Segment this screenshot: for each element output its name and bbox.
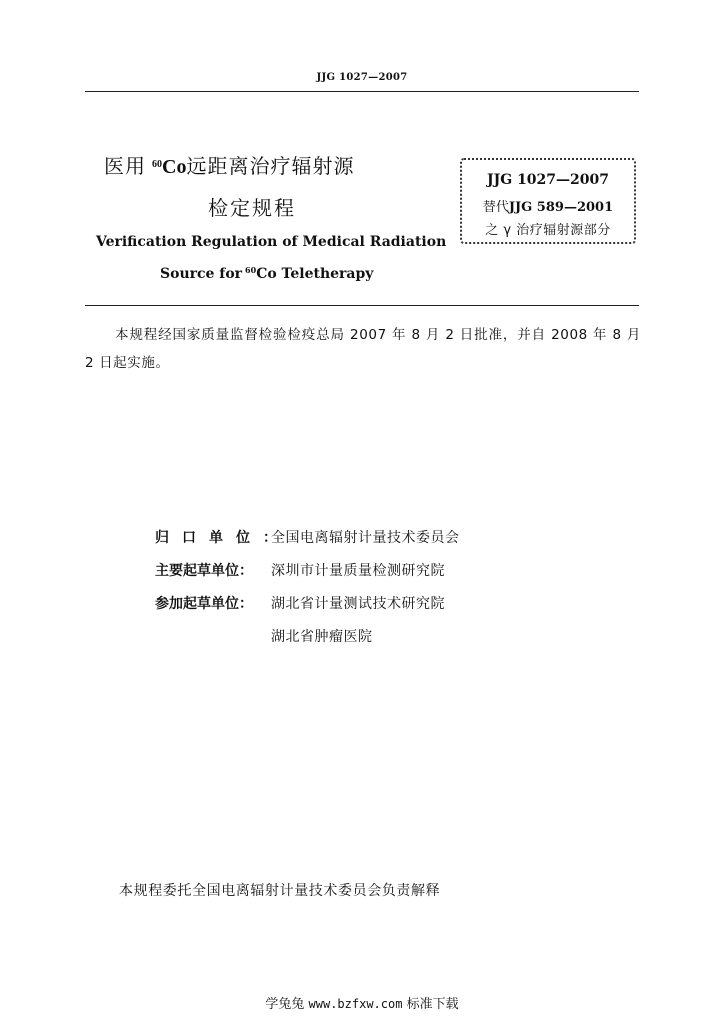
- title-suffix: 远距离治疗辐射源: [186, 154, 355, 178]
- replaces-code: JJG 589—2001: [508, 200, 614, 215]
- title-english-line2: [160, 266, 373, 282]
- footer-site-name: 学兔兔: [265, 997, 305, 1012]
- org-label: 主要起草单位：: [155, 563, 253, 579]
- footer-watermark: [0, 993, 724, 1012]
- org-label: 归口单位：: [155, 530, 290, 546]
- replaces-line: [462, 196, 634, 215]
- standard-code-box: [460, 158, 636, 244]
- title-english-line1: Verification Regulation of Medical Radiation: [96, 234, 447, 250]
- footer-url[interactable]: www.bzfxw.com: [308, 997, 403, 1011]
- org-row-participating-drafter-2: [155, 626, 373, 646]
- title-chinese-line1: [104, 150, 354, 179]
- org-label: 参加起草单位：: [155, 596, 253, 612]
- isotope-mass-number: 60: [152, 159, 162, 170]
- title-english-prefix: Source for: [160, 266, 243, 282]
- isotope-symbol: Co: [162, 156, 187, 178]
- org-value: 全国电离辐射计量技术委员会: [271, 530, 460, 546]
- org-value: 湖北省肿瘤医院: [271, 629, 373, 645]
- header-standard-code: JJG 1027—2007: [316, 72, 408, 83]
- title-prefix: 医用: [104, 154, 146, 178]
- title-english-suffix: Co Teletherapy: [256, 266, 374, 282]
- title-divider: [85, 305, 639, 306]
- title-english-mass-number: 60: [245, 265, 257, 275]
- footer-tagline: 标准下载: [406, 997, 459, 1012]
- top-divider: [85, 91, 639, 92]
- org-value: 深圳市计量质量检测研究院: [271, 563, 445, 579]
- approval-statement: 本规程经国家质量监督检验检疫总局 2007 年 8 月 2 日批准，并自 2008 年 8 月 2 日起实施。: [85, 327, 641, 371]
- replaces-scope: 之 γ 治疗辐射源部分: [485, 223, 611, 238]
- replaces-label: 替代: [482, 200, 509, 215]
- standard-code: JJG 1027—2007: [486, 172, 609, 188]
- org-value: 湖北省计量测试技术研究院: [271, 596, 445, 612]
- title-chinese-line2: 检定规程: [208, 196, 296, 220]
- org-row-main-drafter: [155, 560, 445, 580]
- org-row-responsible-unit: [155, 527, 460, 547]
- org-row-participating-drafter: [155, 593, 445, 613]
- interpretation-statement: 本规程委托全国电离辐射计量技术委员会负责解释: [119, 883, 441, 899]
